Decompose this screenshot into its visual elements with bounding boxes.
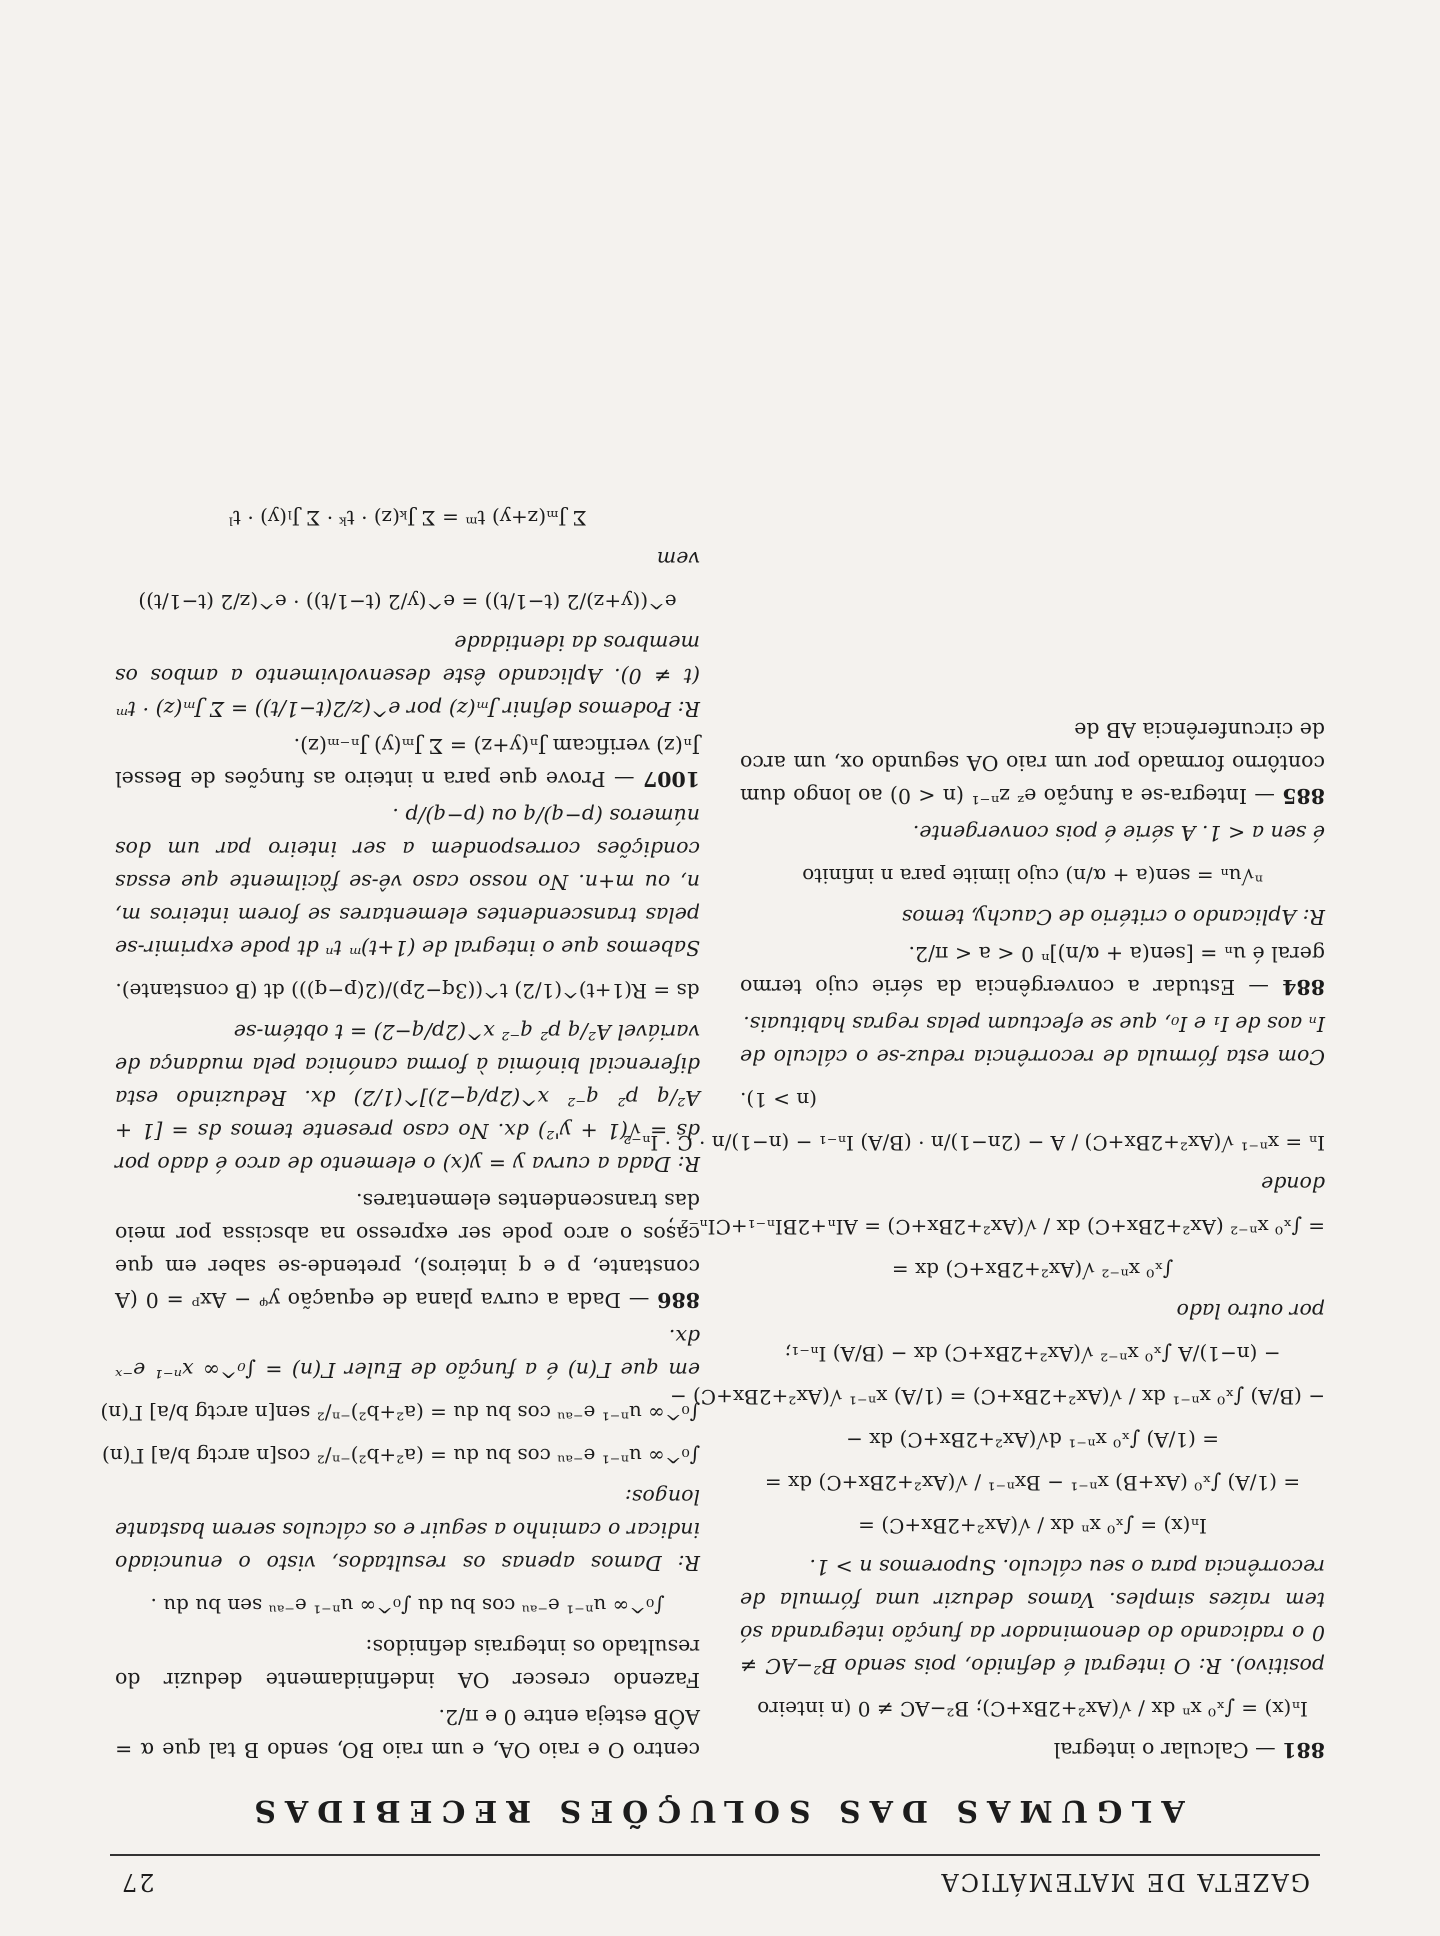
- problem-number: 1007: [642, 767, 700, 791]
- page-number: 27: [120, 1868, 155, 1896]
- journal-title: GAZETA DE MATEMÁTICA: [939, 1868, 1310, 1896]
- equation: (n > 1).: [740, 1088, 818, 1112]
- problem-text: — Calcular o integral: [1053, 1738, 1276, 1762]
- equation: Σ Jₘ(z+y) tᵐ = Σ Jₖ(z) · tᵏ · Σ Jₗ(y) · tˡ: [228, 506, 587, 530]
- problem-text: — Integra-se a função eᶻ zⁿ⁻¹ (n < 0) ao longo dum contôrno formado por um raio OA segundo ox, um arco de circunferência AB de: [740, 718, 1325, 808]
- equation: ∫ₓ⁰ xⁿ⁻² √(Ax²+2Bx+C) dx =: [891, 1258, 1174, 1282]
- problem-885: [740, 713, 1325, 812]
- text-line: por outro lado: [1176, 1299, 1325, 1323]
- text-line: vem: [656, 547, 700, 571]
- section-title: ALGUMAS DAS SOLUÇÕES RECEBIDAS: [245, 1793, 1185, 1828]
- solution-text: R: Damos apenas os resultados, visto o enunciado indicar o caminho a seguir e os cálculos serem bastante longos:: [115, 1485, 700, 1575]
- problem-number: 886: [657, 1288, 700, 1312]
- text-line: donde: [1261, 1172, 1325, 1196]
- solution-text: R: Podemos definir Jₘ(z) por e^(z/2(t−1/t)) = Σ Jₘ(z) · tᵐ (t ≠ 0). Aplicando êste desenvolvimento a ambos os membros da identidade: [115, 631, 700, 721]
- solution-text: R: Dada a curva y = y(x) o elemento de arco é dado por ds = √(1 + y'²) dx. No caso presente temos ds = [1 + A²/q p² q⁻² x^(2p/q−2)]^(1/2) dx. Reduzindo esta diferencial binómia à forma canónica pela mudança de variável A²/q p² q⁻² x^(2p/q−2) = t obtém-se: [115, 1020, 700, 1176]
- solution-text: em que Γ(n) é a função de Euler Γ(n) = ∫₀^∞ xⁿ⁻¹ e⁻ˣ dx.: [115, 1325, 700, 1382]
- equation: ∫₀^∞ uⁿ⁻¹ e⁻ᵃᵘ cos bu du = (a²+b²)⁻ⁿ/² cos[n arctg b/a] Γ(n): [101, 1444, 700, 1468]
- solution-text: Sabemos que o integral de (1+t)ᵐ tⁿ dt pode exprimir-se pelas transcendentes elementares se forem inteiros m, n, ou m+n. No nosso caso vê-se fàcilmente que essas condições correspondem a ser inteiro par um dos números (p−q)/q ou (p−q)/p .: [115, 804, 700, 960]
- equation: − (B/A) ∫ₓ⁰ xⁿ⁻¹ dx / √(Ax²+2Bx+C) = (1/A) xⁿ⁻¹ √(Ax²+2Bx+C) −: [669, 1385, 1325, 1409]
- equation: ∫₀^∞ uⁿ⁻¹ e⁻ᵃᵘ cos bu du ∫₀^∞ uⁿ⁻¹ e⁻ᵃᵘ sen bu du .: [150, 1594, 665, 1618]
- problem-1007: [115, 729, 700, 795]
- solution-text: R: Aplicando o critério de Cauchy, temos: [901, 905, 1325, 929]
- problem-number: 881: [1282, 1738, 1325, 1762]
- solution-text: Com esta fórmula de recorrência reduz-se o cálculo de Iₙ aos de I₁ e I₀, que se efectuam pelas regras habituais.: [740, 1012, 1325, 1069]
- right-column: [100, 491, 700, 1766]
- solution-text: positivo). R: O integral é definido, pois sendo B²−AC ≠ 0 o radicando do denominador da função integranda só tem raízes simples. Vamos deduzir uma fórmula de recorrência para o seu cálculo. Suporemos n > 1.: [740, 1555, 1325, 1678]
- problem-886: [115, 1184, 700, 1316]
- equation: ∫₀^∞ uⁿ⁻¹ e⁻ᵃᵘ cos bu du = (a²+b²)⁻ⁿ/² sen[n arctg b/a] Γ(n): [100, 1401, 700, 1425]
- equation: Iₙ(x) = ∫ₓ⁰ xⁿ dx / √(Ax²+2Bx+C) =: [858, 1514, 1207, 1538]
- problem-text: — Prove que para n inteiro as funções de Bessel Jₙ(z) verificam Jₙ(y+z) = Σ Jₘ(y) Jₙ₋ₘ(z).: [115, 734, 700, 791]
- equation: ds = R(1+t)^(1/2) t^((3q−2p)/(2(p−q))) dt (B constante).: [115, 979, 700, 1003]
- problem-text: centro O e raio OA, e um raio BO, sendo B tal que α = AÔB esteja entre 0 e π/2.: [115, 1705, 700, 1762]
- problem-number: 884: [1282, 975, 1325, 999]
- problem-text: — Dada a curva plana de equação yᵠ − Axᵖ = 0 (A constante, p e q inteiros), pretende-se saber em que casos o arco pode ser expresso na abscissa por meio das transcendentes elementares.: [115, 1189, 700, 1312]
- running-header: [110, 1854, 1320, 1896]
- problem-text: Fazendo crescer OA indefinidamente deduzir do resultado os integrais definidos:: [115, 1635, 700, 1692]
- equation: Iₙ = xⁿ⁻¹ √(Ax²+2Bx+C) / A − (2n−1)/n · (B/A) Iₙ₋₁ − (n−1)/n · C · Iₙ₋₂: [623, 1131, 1325, 1155]
- equation: = (1/A) ∫ₓ⁰ (Ax+B) xⁿ⁻¹ − Bxⁿ⁻¹ / √(Ax²+2Bx+C) dx =: [764, 1471, 1301, 1495]
- equation: e^((y+z)/2 (t−1/t)) = e^(y/2 (t−1/t)) · e^(z/2 (t−1/t)): [138, 590, 677, 614]
- problem-884: [740, 937, 1325, 1003]
- problem-881: [740, 1733, 1325, 1766]
- equation: = ∫ₓ⁰ xⁿ⁻² (Ax²+2Bx+C) dx / √(Ax²+2Bx+C) = AIₙ+2BIₙ₋₁+CIₙ₋₂ ;: [667, 1215, 1325, 1239]
- equation: ⁿ√uₙ = sen(a + α/n) cujo limite para n infinito: [802, 864, 1263, 888]
- equation: − (n−1)/A ∫ₓ⁰ xⁿ⁻² √(Ax²+2Bx+C) dx − (B/A) Iₙ₋₁;: [784, 1342, 1281, 1366]
- equation: = (1/A) ∫ₓ⁰ xⁿ⁻¹ d√(Ax²+2Bx+C) dx −: [845, 1428, 1220, 1452]
- solution-text: é sen a < 1. A série é pois convergente.: [912, 821, 1325, 845]
- problem-text: — Estudar a convergência da série cujo termo geral é uₙ = [sen(a + α/n)]ⁿ 0 < a < π/2.: [740, 942, 1325, 999]
- problem-number: 885: [1282, 784, 1325, 808]
- equation: Iₙ(x) = ∫ₓ⁰ xⁿ dx / √(Ax²+2Bx+C); B²−AC ≠ 0 (n inteiro: [757, 1697, 1308, 1721]
